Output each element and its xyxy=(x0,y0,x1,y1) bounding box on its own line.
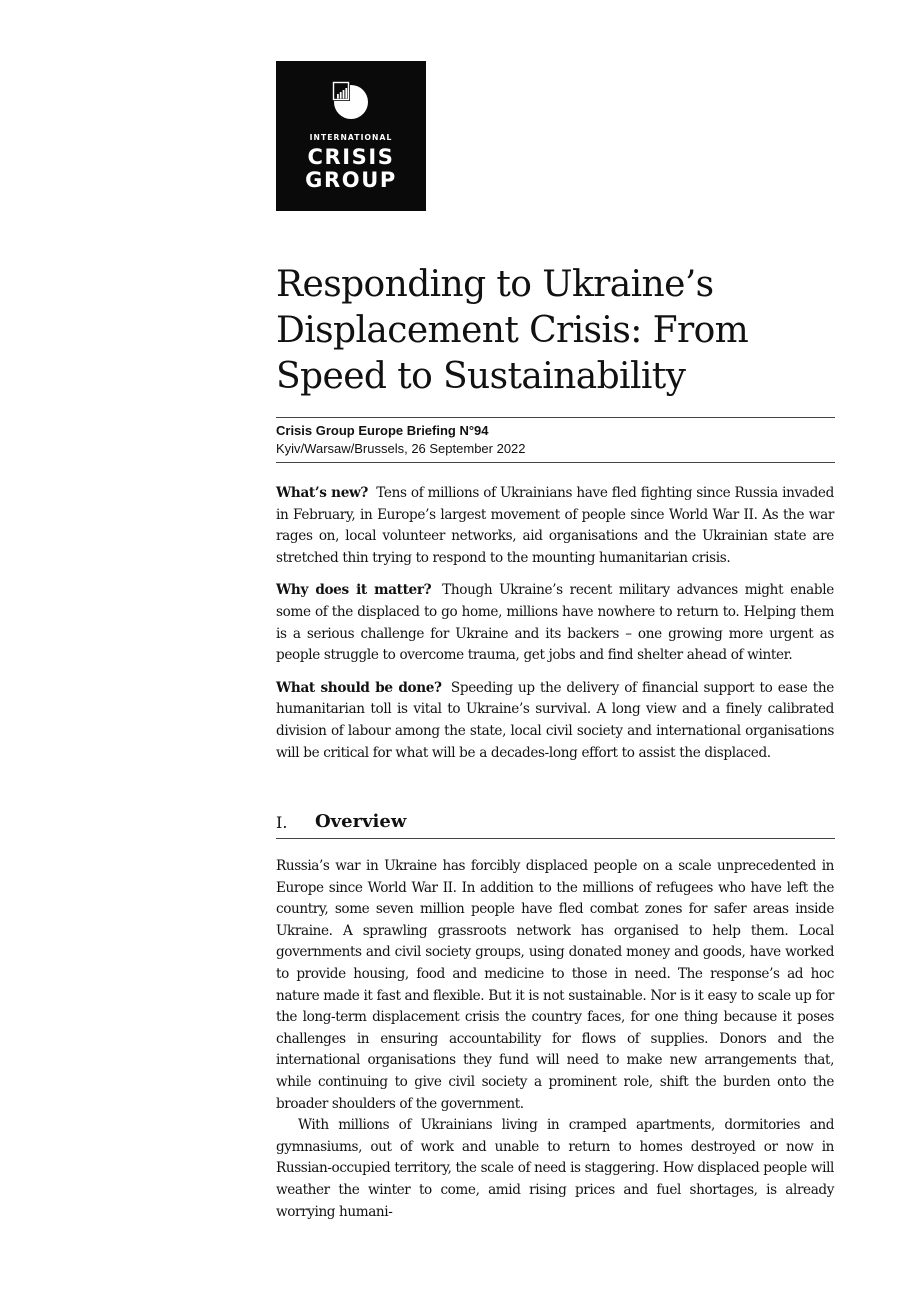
crisis-group-logo xyxy=(276,61,426,211)
briefing-series: Crisis Group Europe Briefing N°94 xyxy=(276,423,489,438)
section-heading xyxy=(276,810,835,839)
summary-text: Though Ukraine’s recent military advances might enable some of the displaced to go home, millions have nowhere to return to. Helping them is a serious challenge for Ukraine and its backers – one growing more urgent as people struggle to overcome trauma, get jobs and find shelter ahead of winter. xyxy=(276,582,834,664)
body-paragraph: With millions of Ukrainians living in cramped apartments, dormitories and gymnasiums, out of work and unable to return to homes destroyed or now in Russian-occupied territory, the scale of need is staggering. How displaced people will weather the winter to come, amid rising prices and fuel shortages, is already worrying humani- xyxy=(276,1117,834,1220)
body-paragraph: Russia’s war in Ukraine has forcibly displaced people on a scale unprecedented in Europe since World War II. In addition to the millions of refugees who have left the country, some seven million people have fled combat zones for safer areas inside Ukraine. A sprawling grassroots network has organised to help them. Local governments and civil society groups, using donated money and goods, have worked to provide housing, food and medicine to those in need. The response’s ad hoc nature made it fast and flexible. But it is not sustainable. Nor is it easy to scale up for the long-term displacement crisis the country faces, for one thing because it poses challenges in ensuring accountability for flows of supplies. Donors and the international organisations they fund will need to make new arrangements that, while continuing to give civil society a prominent role, shift the burden onto the broader shoulders of the government. xyxy=(276,858,834,1112)
logo-emblem-icon xyxy=(330,79,372,121)
summary-label: What’s new? xyxy=(276,485,368,501)
summary-item xyxy=(276,678,834,764)
logo-text-crisis: CRISIS xyxy=(307,145,395,169)
executive-summary xyxy=(276,483,834,775)
section-body xyxy=(276,856,834,1223)
section-title: Overview xyxy=(315,811,407,832)
summary-text: Speeding up the delivery of financial support to ease the humanitarian toll is vital to Ukraine’s survival. A long view and a finely calibrated division of labour among the state, local civil society and international organisations will be critical for what will be a decades-long effort to assist the displaced. xyxy=(276,679,834,761)
summary-label: Why does it matter? xyxy=(276,582,432,599)
summary-text: Tens of millions of Ukrainians have fled fighting since Russia invaded in February, in Europe’s largest movement of people since World War II. As the war rages on, local volunteer networks, aid organisations and the Ukrainian state are stretched thin trying to respond to the mounting humanitarian crisis. xyxy=(276,485,834,566)
summary-label: What should be done? xyxy=(276,679,442,696)
logo-text-group: GROUP xyxy=(305,168,397,192)
summary-item xyxy=(276,483,834,569)
briefing-meta xyxy=(276,417,835,463)
logo-text-international: INTERNATIONAL xyxy=(309,133,393,142)
briefing-place-date: Kyiv/Warsaw/Brussels, 26 September 2022 xyxy=(276,441,526,456)
summary-item xyxy=(276,580,834,666)
document-title: Responding to Ukraine’s Displacement Crisis: From Speed to Sustainability xyxy=(276,264,749,397)
section-number: I. xyxy=(276,813,288,832)
